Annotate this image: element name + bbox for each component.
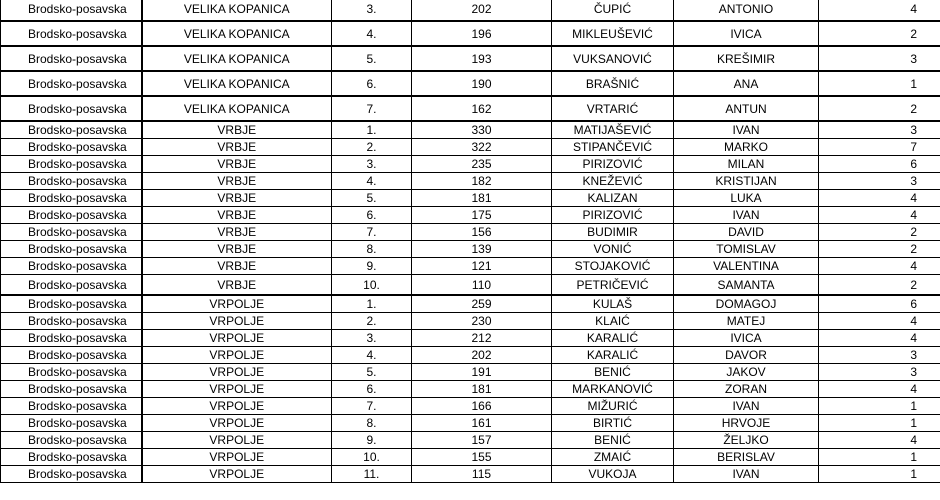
municipality-cell[interactable]: VRPOLJE xyxy=(142,295,332,313)
firstname-cell[interactable]: IVAN xyxy=(674,207,819,224)
rank-cell[interactable]: 3. xyxy=(332,330,412,347)
surname-cell[interactable]: ČUPIĆ xyxy=(552,0,674,21)
rank-cell[interactable]: 3. xyxy=(332,0,412,21)
rank-cell[interactable]: 1. xyxy=(332,121,412,139)
count-cell[interactable]: 2 xyxy=(819,224,940,241)
votes-cell[interactable]: 157 xyxy=(412,432,552,449)
count-cell[interactable]: 4 xyxy=(819,330,940,347)
table-row xyxy=(1,313,940,330)
rank-cell[interactable]: 5. xyxy=(332,364,412,381)
count-cell[interactable]: 4 xyxy=(819,258,940,275)
table-row xyxy=(1,449,940,466)
firstname-cell[interactable]: MATEJ xyxy=(674,313,819,330)
table-row xyxy=(1,190,940,207)
votes-cell[interactable]: 191 xyxy=(412,364,552,381)
count-cell[interactable]: 7 xyxy=(819,139,940,156)
firstname-cell[interactable]: ANA xyxy=(674,71,819,96)
firstname-cell[interactable]: IVICA xyxy=(674,21,819,46)
rank-cell[interactable]: 4. xyxy=(332,173,412,190)
count-cell[interactable]: 2 xyxy=(819,275,940,296)
firstname-cell[interactable]: IVAN xyxy=(674,466,819,483)
table-row xyxy=(1,46,940,71)
surname-cell[interactable]: KARALIĆ xyxy=(552,347,674,364)
surname-cell[interactable]: VUKSANOVIĆ xyxy=(552,46,674,71)
table-row xyxy=(1,21,940,46)
table-row xyxy=(1,139,940,156)
county-cell[interactable]: Brodsko-posavska xyxy=(1,330,142,347)
municipality-cell[interactable]: VRPOLJE xyxy=(142,364,332,381)
count-cell[interactable]: 3 xyxy=(819,173,940,190)
firstname-cell[interactable]: ANTONIO xyxy=(674,0,819,21)
votes-cell[interactable]: 161 xyxy=(412,415,552,432)
county-cell[interactable]: Brodsko-posavska xyxy=(1,381,142,398)
count-cell[interactable]: 4 xyxy=(819,381,940,398)
votes-cell[interactable]: 155 xyxy=(412,449,552,466)
firstname-cell[interactable]: DAVOR xyxy=(674,347,819,364)
county-cell[interactable]: Brodsko-posavska xyxy=(1,466,142,483)
county-cell[interactable]: Brodsko-posavska xyxy=(1,241,142,258)
count-cell[interactable]: 2 xyxy=(819,21,940,46)
municipality-cell[interactable]: VRBJE xyxy=(142,258,332,275)
surname-cell[interactable]: PIRIZOVIĆ xyxy=(552,207,674,224)
count-cell[interactable]: 3 xyxy=(819,121,940,139)
surname-cell[interactable]: KARALIĆ xyxy=(552,330,674,347)
rank-cell[interactable]: 7. xyxy=(332,224,412,241)
firstname-cell[interactable]: SAMANTA xyxy=(674,275,819,296)
municipality-cell[interactable]: VRPOLJE xyxy=(142,415,332,432)
municipality-cell[interactable]: VELIKA KOPANICA xyxy=(142,96,332,121)
surname-cell[interactable]: VRTARIĆ xyxy=(552,96,674,121)
firstname-cell[interactable]: DAVID xyxy=(674,224,819,241)
municipality-cell[interactable]: VRBJE xyxy=(142,275,332,296)
rank-cell[interactable]: 6. xyxy=(332,207,412,224)
table-row xyxy=(1,71,940,96)
table-row xyxy=(1,381,940,398)
firstname-cell[interactable]: IVICA xyxy=(674,330,819,347)
county-cell[interactable]: Brodsko-posavska xyxy=(1,432,142,449)
rank-cell[interactable]: 2. xyxy=(332,139,412,156)
count-cell[interactable]: 4 xyxy=(819,190,940,207)
municipality-cell[interactable]: VRBJE xyxy=(142,224,332,241)
county-cell[interactable]: Brodsko-posavska xyxy=(1,121,142,139)
count-cell[interactable]: 3 xyxy=(819,364,940,381)
count-cell[interactable]: 4 xyxy=(819,313,940,330)
firstname-cell[interactable]: JAKOV xyxy=(674,364,819,381)
surname-cell[interactable]: VUKOJA xyxy=(552,466,674,483)
rank-cell[interactable]: 9. xyxy=(332,432,412,449)
rank-cell[interactable]: 4. xyxy=(332,347,412,364)
municipality-cell[interactable]: VRPOLJE xyxy=(142,432,332,449)
votes-cell[interactable]: 156 xyxy=(412,224,552,241)
firstname-cell[interactable]: HRVOJE xyxy=(674,415,819,432)
surname-cell[interactable]: KNEŽEVIĆ xyxy=(552,173,674,190)
table-row xyxy=(1,207,940,224)
surname-cell[interactable]: PIRIZOVIĆ xyxy=(552,156,674,173)
count-cell[interactable]: 4 xyxy=(819,0,940,21)
table-row xyxy=(1,258,940,275)
rank-cell[interactable]: 6. xyxy=(332,71,412,96)
rank-cell[interactable]: 7. xyxy=(332,398,412,415)
surname-cell[interactable]: BRAŠNIĆ xyxy=(552,71,674,96)
firstname-cell[interactable]: MARKO xyxy=(674,139,819,156)
rank-cell[interactable]: 9. xyxy=(332,258,412,275)
surname-cell[interactable]: MIŽURIĆ xyxy=(552,398,674,415)
municipality-cell[interactable]: VRBJE xyxy=(142,241,332,258)
table-row xyxy=(1,415,940,432)
firstname-cell[interactable]: TOMISLAV xyxy=(674,241,819,258)
table-row xyxy=(1,156,940,173)
rank-cell[interactable]: 10. xyxy=(332,449,412,466)
municipality-cell[interactable]: VRPOLJE xyxy=(142,347,332,364)
rank-cell[interactable]: 7. xyxy=(332,96,412,121)
county-cell[interactable]: Brodsko-posavska xyxy=(1,96,142,121)
firstname-cell[interactable]: BERISLAV xyxy=(674,449,819,466)
votes-cell[interactable]: 259 xyxy=(412,295,552,313)
municipality-cell[interactable]: VRPOLJE xyxy=(142,381,332,398)
rank-cell[interactable]: 8. xyxy=(332,415,412,432)
table-row xyxy=(1,96,940,121)
surname-cell[interactable]: BUDIMIR xyxy=(552,224,674,241)
count-cell[interactable]: 1 xyxy=(819,449,940,466)
table-row xyxy=(1,466,940,483)
votes-cell[interactable]: 181 xyxy=(412,190,552,207)
votes-cell[interactable]: 230 xyxy=(412,313,552,330)
rank-cell[interactable]: 3. xyxy=(332,156,412,173)
count-cell[interactable]: 2 xyxy=(819,241,940,258)
table-body xyxy=(1,0,940,483)
count-cell[interactable]: 6 xyxy=(819,156,940,173)
count-cell[interactable]: 1 xyxy=(819,398,940,415)
rank-cell[interactable]: 11. xyxy=(332,466,412,483)
votes-cell[interactable]: 322 xyxy=(412,139,552,156)
table-row xyxy=(1,224,940,241)
municipality-cell[interactable]: VELIKA KOPANICA xyxy=(142,21,332,46)
municipality-cell[interactable]: VELIKA KOPANICA xyxy=(142,46,332,71)
rank-cell[interactable]: 6. xyxy=(332,381,412,398)
firstname-cell[interactable]: KRISTIJAN xyxy=(674,173,819,190)
votes-cell[interactable]: 115 xyxy=(412,466,552,483)
county-cell[interactable]: Brodsko-posavska xyxy=(1,156,142,173)
votes-cell[interactable]: 121 xyxy=(412,258,552,275)
municipality-cell[interactable]: VRPOLJE xyxy=(142,466,332,483)
votes-cell[interactable]: 235 xyxy=(412,156,552,173)
votes-cell[interactable]: 182 xyxy=(412,173,552,190)
surname-cell[interactable]: MATIJAŠEVIĆ xyxy=(552,121,674,139)
count-cell[interactable]: 1 xyxy=(819,71,940,96)
firstname-cell[interactable]: IVAN xyxy=(674,398,819,415)
votes-cell[interactable]: 181 xyxy=(412,381,552,398)
votes-cell[interactable]: 139 xyxy=(412,241,552,258)
rank-cell[interactable]: 10. xyxy=(332,275,412,296)
county-cell[interactable]: Brodsko-posavska xyxy=(1,449,142,466)
municipality-cell[interactable]: VRBJE xyxy=(142,156,332,173)
count-cell[interactable]: 4 xyxy=(819,207,940,224)
surname-cell[interactable]: BENIĆ xyxy=(552,432,674,449)
firstname-cell[interactable]: LUKA xyxy=(674,190,819,207)
table-row xyxy=(1,347,940,364)
surname-cell[interactable]: STOJAKOVIĆ xyxy=(552,258,674,275)
surname-cell[interactable]: BENIĆ xyxy=(552,364,674,381)
county-cell[interactable]: Brodsko-posavska xyxy=(1,313,142,330)
rank-cell[interactable]: 2. xyxy=(332,313,412,330)
municipality-cell[interactable]: VRPOLJE xyxy=(142,449,332,466)
county-cell[interactable]: Brodsko-posavska xyxy=(1,295,142,313)
municipality-cell[interactable]: VRBJE xyxy=(142,139,332,156)
votes-cell[interactable]: 175 xyxy=(412,207,552,224)
firstname-cell[interactable]: VALENTINA xyxy=(674,258,819,275)
surname-cell[interactable]: MIKLEUŠEVIĆ xyxy=(552,21,674,46)
municipality-cell[interactable]: VRBJE xyxy=(142,173,332,190)
municipality-cell[interactable]: VRBJE xyxy=(142,190,332,207)
firstname-cell[interactable]: MILAN xyxy=(674,156,819,173)
county-cell[interactable]: Brodsko-posavska xyxy=(1,364,142,381)
firstname-cell[interactable]: IVAN xyxy=(674,121,819,139)
municipality-cell[interactable]: VRPOLJE xyxy=(142,398,332,415)
table-row xyxy=(1,295,940,313)
county-cell[interactable]: Brodsko-posavska xyxy=(1,190,142,207)
count-cell[interactable]: 1 xyxy=(819,466,940,483)
county-cell[interactable]: Brodsko-posavska xyxy=(1,258,142,275)
surname-cell[interactable]: STIPANČEVIĆ xyxy=(552,139,674,156)
county-cell[interactable]: Brodsko-posavska xyxy=(1,173,142,190)
firstname-cell[interactable]: DOMAGOJ xyxy=(674,295,819,313)
votes-cell[interactable]: 162 xyxy=(412,96,552,121)
rank-cell[interactable]: 4. xyxy=(332,21,412,46)
rank-cell[interactable]: 1. xyxy=(332,295,412,313)
county-cell[interactable]: Brodsko-posavska xyxy=(1,207,142,224)
municipality-cell[interactable]: VRBJE xyxy=(142,207,332,224)
votes-cell[interactable]: 190 xyxy=(412,71,552,96)
county-cell[interactable]: Brodsko-posavska xyxy=(1,347,142,364)
surname-cell[interactable]: BIRTIĆ xyxy=(552,415,674,432)
table-row xyxy=(1,173,940,190)
votes-cell[interactable]: 110 xyxy=(412,275,552,296)
count-cell[interactable]: 4 xyxy=(819,432,940,449)
municipality-cell[interactable]: VRPOLJE xyxy=(142,330,332,347)
table-row xyxy=(1,241,940,258)
votes-cell[interactable]: 212 xyxy=(412,330,552,347)
county-cell[interactable]: Brodsko-posavska xyxy=(1,46,142,71)
surname-cell[interactable]: KLAIĆ xyxy=(552,313,674,330)
surname-cell[interactable]: KULAŠ xyxy=(552,295,674,313)
count-cell[interactable]: 6 xyxy=(819,295,940,313)
votes-cell[interactable]: 202 xyxy=(412,347,552,364)
county-cell[interactable]: Brodsko-posavska xyxy=(1,139,142,156)
surname-cell[interactable]: MARKANOVIĆ xyxy=(552,381,674,398)
count-cell[interactable]: 2 xyxy=(819,96,940,121)
count-cell[interactable]: 3 xyxy=(819,46,940,71)
firstname-cell[interactable]: ŽELJKO xyxy=(674,432,819,449)
county-cell[interactable]: Brodsko-posavska xyxy=(1,224,142,241)
table-row xyxy=(1,398,940,415)
rank-cell[interactable]: 5. xyxy=(332,46,412,71)
surname-cell[interactable]: VONIĆ xyxy=(552,241,674,258)
surname-cell[interactable]: ZMAIĆ xyxy=(552,449,674,466)
votes-cell[interactable]: 193 xyxy=(412,46,552,71)
votes-cell[interactable]: 202 xyxy=(412,0,552,21)
municipality-cell[interactable]: VELIKA KOPANICA xyxy=(142,71,332,96)
table-row xyxy=(1,275,940,296)
table-row xyxy=(1,330,940,347)
rank-cell[interactable]: 5. xyxy=(332,190,412,207)
firstname-cell[interactable]: KREŠIMIR xyxy=(674,46,819,71)
county-cell[interactable]: Brodsko-posavska xyxy=(1,275,142,296)
county-cell[interactable]: Brodsko-posavska xyxy=(1,71,142,96)
votes-cell[interactable]: 330 xyxy=(412,121,552,139)
surname-cell[interactable]: KALIZAN xyxy=(552,190,674,207)
table-row xyxy=(1,0,940,21)
surname-cell[interactable]: PETRIČEVIĆ xyxy=(552,275,674,296)
votes-cell[interactable]: 196 xyxy=(412,21,552,46)
table-row xyxy=(1,364,940,381)
votes-cell[interactable]: 166 xyxy=(412,398,552,415)
county-cell[interactable]: Brodsko-posavska xyxy=(1,415,142,432)
municipality-cell[interactable]: VELIKA KOPANICA xyxy=(142,0,332,21)
firstname-cell[interactable]: ZORAN xyxy=(674,381,819,398)
count-cell[interactable]: 1 xyxy=(819,415,940,432)
county-cell[interactable]: Brodsko-posavska xyxy=(1,21,142,46)
municipality-cell[interactable]: VRBJE xyxy=(142,121,332,139)
county-cell[interactable]: Brodsko-posavska xyxy=(1,0,142,21)
table-row xyxy=(1,121,940,139)
table-row xyxy=(1,432,940,449)
rank-cell[interactable]: 8. xyxy=(332,241,412,258)
firstname-cell[interactable]: ANTUN xyxy=(674,96,819,121)
county-cell[interactable]: Brodsko-posavska xyxy=(1,398,142,415)
count-cell[interactable]: 3 xyxy=(819,347,940,364)
municipality-cell[interactable]: VRPOLJE xyxy=(142,313,332,330)
